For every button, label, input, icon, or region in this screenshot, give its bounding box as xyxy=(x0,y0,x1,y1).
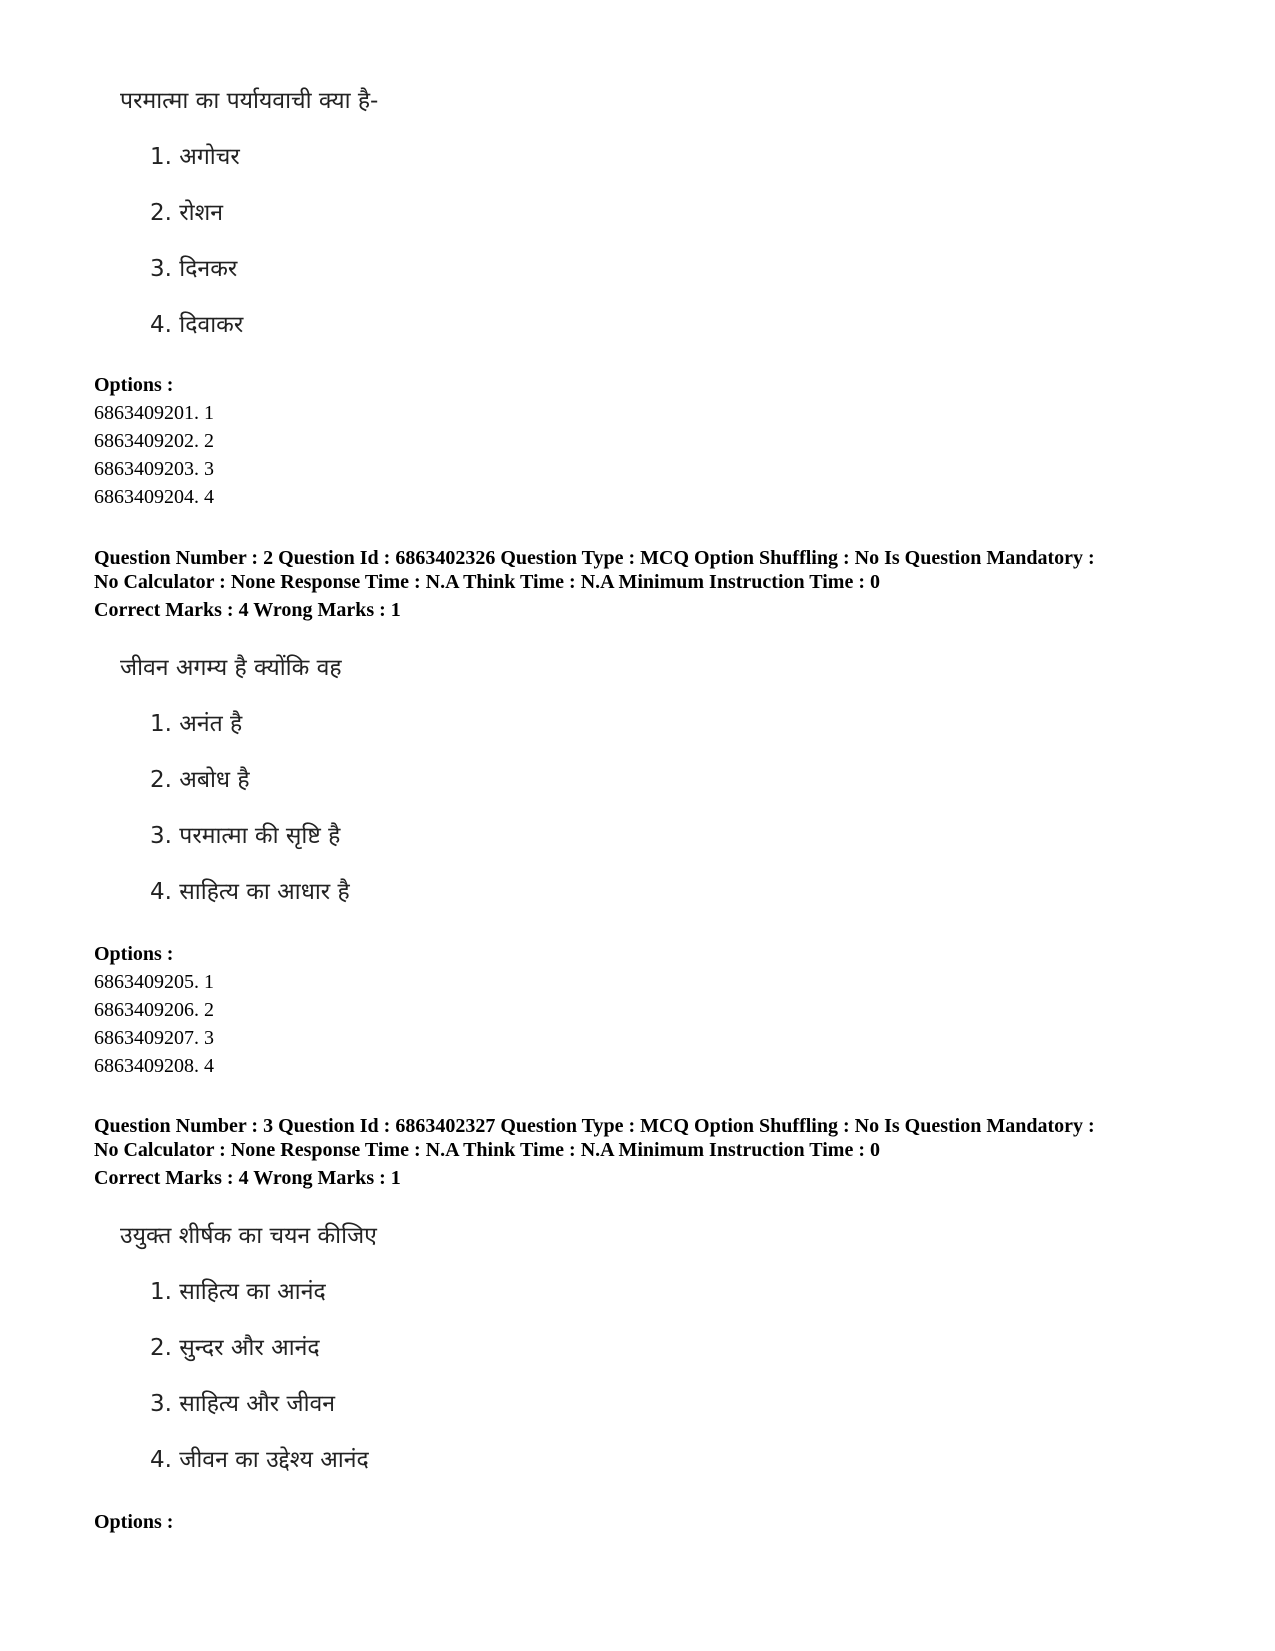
question-1-option-4: 6863409204. 4 xyxy=(94,486,214,508)
question-3-meta-line-2: No Calculator : None Response Time : N.A Think Time : N.A Minimum Instruction Time : 0 xyxy=(94,1139,880,1161)
question-1-option-1: 6863409201. 1 xyxy=(94,402,214,424)
question-3-marks: Correct Marks : 4 Wrong Marks : 1 xyxy=(94,1167,401,1189)
question-1-choice-1: 1. अगोचर xyxy=(150,144,240,170)
question-2-choice-4: 4. साहित्य का आधार है xyxy=(150,879,350,905)
question-3-choice-3: 3. साहित्य और जीवन xyxy=(150,1391,336,1417)
question-3-meta xyxy=(94,1114,1204,1162)
question-2-marks: Correct Marks : 4 Wrong Marks : 1 xyxy=(94,599,401,621)
question-2-meta xyxy=(94,546,1204,594)
question-2-option-1: 6863409205. 1 xyxy=(94,971,214,993)
question-2-option-4: 6863409208. 4 xyxy=(94,1055,214,1077)
question-1-text: परमात्मा का पर्यायवाची क्या है- xyxy=(120,88,379,114)
question-3-text: उयुक्त शीर्षक का चयन कीजिए xyxy=(120,1223,377,1249)
question-2-meta-line-2: No Calculator : None Response Time : N.A Think Time : N.A Minimum Instruction Time : 0 xyxy=(94,571,880,593)
question-1-option-3: 6863409203. 3 xyxy=(94,458,214,480)
question-1-choice-4: 4. दिवाकर xyxy=(150,312,244,338)
question-3-choice-1: 1. साहित्य का आनंद xyxy=(150,1279,326,1305)
question-3-choice-4: 4. जीवन का उद्देश्य आनंद xyxy=(150,1447,369,1473)
question-2-options-label: Options : xyxy=(94,943,174,965)
question-1-options-label: Options : xyxy=(94,374,174,396)
question-3-choice-2: 2. सुन्दर और आनंद xyxy=(150,1335,320,1361)
question-2-meta-line-1: Question Number : 2 Question Id : 6863402326 Question Type : MCQ Option Shuffling : No Is Question Mandatory : xyxy=(94,547,1095,569)
question-1-option-2: 6863409202. 2 xyxy=(94,430,214,452)
question-3-options-label: Options : xyxy=(94,1511,174,1533)
question-3-meta-line-1: Question Number : 3 Question Id : 6863402327 Question Type : MCQ Option Shuffling : No Is Question Mandatory : xyxy=(94,1115,1095,1137)
question-2-choice-1: 1. अनंत है xyxy=(150,711,243,737)
question-2-text: जीवन अगम्य है क्योंकि वह xyxy=(120,655,342,681)
question-2-choice-2: 2. अबोध है xyxy=(150,767,250,793)
question-1-choice-3: 3. दिनकर xyxy=(150,256,238,282)
question-2-option-3: 6863409207. 3 xyxy=(94,1027,214,1049)
question-2-option-2: 6863409206. 2 xyxy=(94,999,214,1021)
question-2-choice-3: 3. परमात्मा की सृष्टि है xyxy=(150,823,341,849)
question-1-choice-2: 2. रोशन xyxy=(150,200,224,226)
